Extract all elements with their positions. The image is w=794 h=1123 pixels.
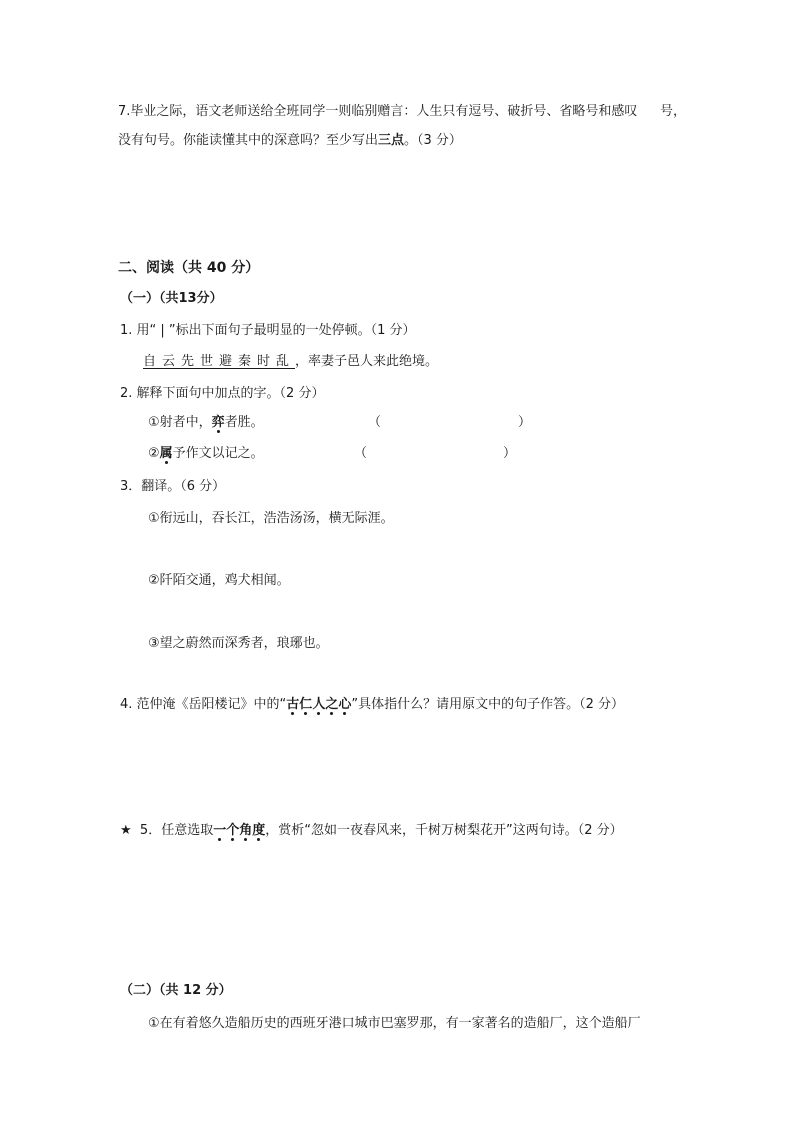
q7-text-1: 7.毕业之际，语文老师送给全班同学一则临别赠言：人生只有逗号、破折号、省略号和感叹 bbox=[118, 104, 638, 119]
q5-text-b: ，赏析“忽如一夜春风来，千树万树梨花开”这两句诗。（2 分） bbox=[265, 823, 623, 838]
q2-item2-dotted-char: 属 bbox=[159, 446, 173, 461]
q4-prompt bbox=[120, 695, 624, 715]
q4-text-a: 4. 范仲淹《岳阳楼记》中的“ bbox=[120, 697, 287, 712]
part2-paragraph-1: ①在有着悠久造船历史的西班牙港口城市巴塞罗那，有一家著名的造船厂，这个造船厂 bbox=[148, 1016, 641, 1031]
part2-title: （二）（共 12 分） bbox=[120, 983, 232, 998]
q7-line1 bbox=[118, 102, 637, 122]
part1-title: （一）（共13分） bbox=[120, 291, 223, 306]
q2-answer2-open-paren: （ bbox=[354, 446, 368, 461]
q7-emphasis-three-points: 三点 bbox=[378, 133, 405, 148]
q5-prompt bbox=[120, 821, 623, 841]
section-title-reading: 二、阅读（共 40 分） bbox=[118, 260, 260, 276]
q2-answer1-close-paren: ） bbox=[518, 415, 532, 430]
q3-item1: ①衔远山，吞长江，浩浩汤汤，横无际涯。 bbox=[148, 511, 394, 526]
q2-prompt: 2. 解释下面句中加点的字。（2 分） bbox=[120, 386, 325, 401]
q2-item1-post: 者胜。 bbox=[224, 415, 264, 430]
q2-answer1-open-paren: （ bbox=[368, 415, 382, 430]
q1-sentence bbox=[143, 352, 438, 372]
q2-item2-pre: ② bbox=[148, 446, 160, 461]
q2-item1-dotted-char: 弈 bbox=[211, 415, 225, 430]
q2-item1 bbox=[148, 413, 264, 433]
q1-prompt: 1. 用“ | ”标出下面句子最明显的一处停顿。（1 分） bbox=[120, 323, 416, 338]
q7-line2 bbox=[118, 131, 462, 151]
q2-item1-pre: ①射者中， bbox=[148, 415, 212, 430]
star-icon: ★ bbox=[120, 823, 132, 838]
q7-score: 。（3 分） bbox=[404, 133, 462, 148]
q2-answer2-close-paren: ） bbox=[503, 446, 517, 461]
q7-line1-end bbox=[660, 102, 686, 122]
q4-text-b: ”具体指什么？请用原文中的句子作答。（2 分） bbox=[351, 697, 624, 712]
q3-prompt: 3．翻译。（6 分） bbox=[120, 479, 226, 494]
q7-text-2a: 没有句号。你能读懂其中的深意吗？至少写出 bbox=[118, 133, 379, 148]
q3-item3: ③望之蔚然而深秀者，琅琊也。 bbox=[148, 636, 329, 651]
q4-dotted-phrase: 古仁人之心 bbox=[286, 697, 352, 712]
q2-item2-post: 予作文以记之。 bbox=[172, 446, 264, 461]
q3-item2: ②阡陌交通，鸡犬相闻。 bbox=[148, 573, 290, 588]
q5-dotted-phrase: 一个角度 bbox=[213, 823, 266, 838]
q5-text-a: 5．任意选取 bbox=[139, 823, 214, 838]
q7-text-1-end: 号， bbox=[660, 104, 687, 119]
q1-underlined-text: 自云先世避秦时乱 bbox=[143, 354, 296, 369]
q1-sentence-rest: ，率妻子邑人来此绝境。 bbox=[295, 354, 439, 369]
q2-item2 bbox=[148, 444, 264, 464]
